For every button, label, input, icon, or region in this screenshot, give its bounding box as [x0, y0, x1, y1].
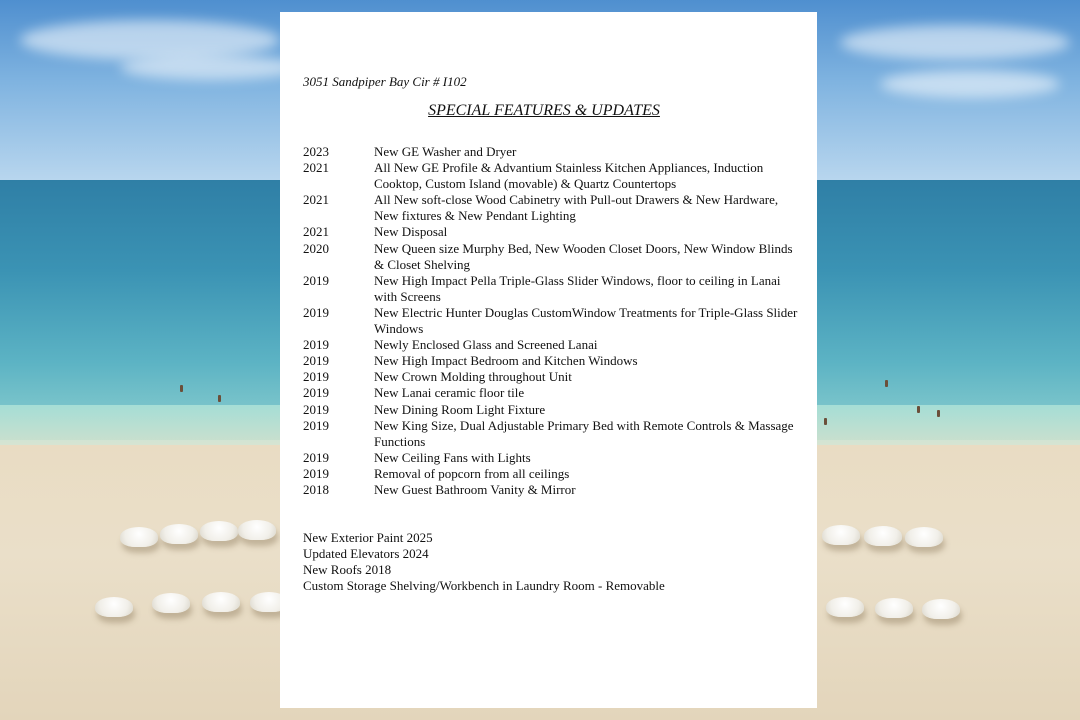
feature-row [303, 402, 803, 418]
feature-year: 2019 [303, 337, 329, 353]
feature-row [303, 450, 803, 466]
feature-description: Removal of popcorn from all ceilings [374, 465, 570, 481]
beach-umbrella [202, 592, 240, 612]
beach-umbrella [864, 526, 902, 546]
beachgoer [218, 395, 221, 402]
feature-description: New High Impact Pella Triple-Glass Slider Windows, floor to ceiling in Lanai with Screens [374, 272, 781, 304]
building-update: Custom Storage Shelving/Workbench in Laundry Room - Removable [303, 578, 665, 593]
feature-year: 2023 [303, 144, 329, 159]
feature-row [303, 418, 803, 450]
feature-description: All New GE Profile & Advantium Stainless Kitchen Appliances, Induction Cooktop, Custom Island (movable) & Quartz Countertops [374, 160, 764, 192]
beach-umbrella [152, 593, 190, 613]
feature-description: New Electric Hunter Douglas CustomWindow Treatments for Triple-Glass Slider Windows [374, 304, 798, 337]
beach-umbrella [95, 597, 133, 617]
building-update: Updated Elevators 2024 [303, 546, 429, 561]
feature-year: 2019 [303, 369, 329, 385]
feature-row [303, 482, 803, 498]
feature-year: 2019 [303, 353, 329, 369]
feature-row [303, 273, 803, 305]
feature-year: 2021 [303, 224, 329, 240]
feature-year: 2019 [303, 417, 329, 433]
beachgoer [180, 385, 183, 392]
feature-row [303, 144, 803, 160]
beach-umbrella [922, 599, 960, 619]
feature-description: New Crown Molding throughout Unit [374, 369, 572, 385]
feature-year: 2019 [303, 449, 329, 465]
beach-umbrella [905, 527, 943, 547]
beach-umbrella [120, 527, 158, 547]
building-update: New Exterior Paint 2025 [303, 530, 433, 545]
feature-row [303, 160, 803, 192]
feature-description: New GE Washer and Dryer [374, 144, 517, 159]
feature-row [303, 192, 803, 224]
building-updates-list [303, 530, 803, 594]
feature-description: All New soft-close Wood Cabinetry with Pull-out Drawers & New Hardware, New fixtures & New Pendant Lighting [374, 192, 779, 224]
feature-row [303, 224, 803, 240]
feature-row [303, 337, 803, 353]
beach-umbrella [200, 521, 238, 541]
feature-year: 2019 [303, 272, 329, 288]
feature-description: Newly Enclosed Glass and Screened Lanai [374, 337, 598, 353]
beachgoer [824, 418, 827, 425]
feature-description: New Lanai ceramic floor tile [374, 385, 525, 401]
cloud [120, 55, 300, 80]
feature-description: New King Size, Dual Adjustable Primary Bed with Remote Controls & Massage Functions [374, 417, 794, 449]
feature-year: 2018 [303, 481, 329, 497]
beach-umbrella [238, 520, 276, 540]
features-document [280, 12, 817, 708]
feature-year: 2019 [303, 401, 329, 417]
feature-row [303, 353, 803, 369]
feature-year: 2021 [303, 192, 329, 208]
feature-row [303, 241, 803, 273]
beach-umbrella [822, 525, 860, 545]
beachgoer [917, 406, 920, 413]
beachgoer [885, 380, 888, 387]
feature-description: New Queen size Murphy Bed, New Wooden Closet Doors, New Window Blinds & Closet Shelving [374, 240, 793, 272]
feature-year: 2021 [303, 160, 329, 176]
beachgoer [937, 410, 940, 417]
building-update: New Roofs 2018 [303, 562, 392, 577]
feature-year: 2019 [303, 385, 329, 401]
feature-row [303, 305, 803, 337]
beach-umbrella [160, 524, 198, 544]
property-address: 3051 Sandpiper Bay Cir # I102 [303, 74, 467, 89]
feature-description: New Guest Bathroom Vanity & Mirror [374, 481, 576, 497]
feature-row [303, 466, 803, 482]
cloud [840, 25, 1070, 60]
feature-description: New Disposal [374, 224, 448, 240]
feature-row [303, 385, 803, 401]
cloud [20, 20, 280, 60]
features-list [303, 144, 803, 498]
feature-row [303, 369, 803, 385]
feature-description: New Dining Room Light Fixture [374, 401, 546, 417]
feature-description: New Ceiling Fans with Lights [374, 449, 531, 465]
feature-year: 2020 [303, 240, 329, 256]
beach-umbrella [875, 598, 913, 618]
feature-description: New High Impact Bedroom and Kitchen Windows [374, 353, 638, 369]
document-title: SPECIAL FEATURES & UPDATES [428, 102, 660, 119]
cloud [880, 70, 1060, 98]
beach-umbrella [826, 597, 864, 617]
feature-year: 2019 [303, 465, 329, 481]
feature-year: 2019 [303, 304, 329, 320]
